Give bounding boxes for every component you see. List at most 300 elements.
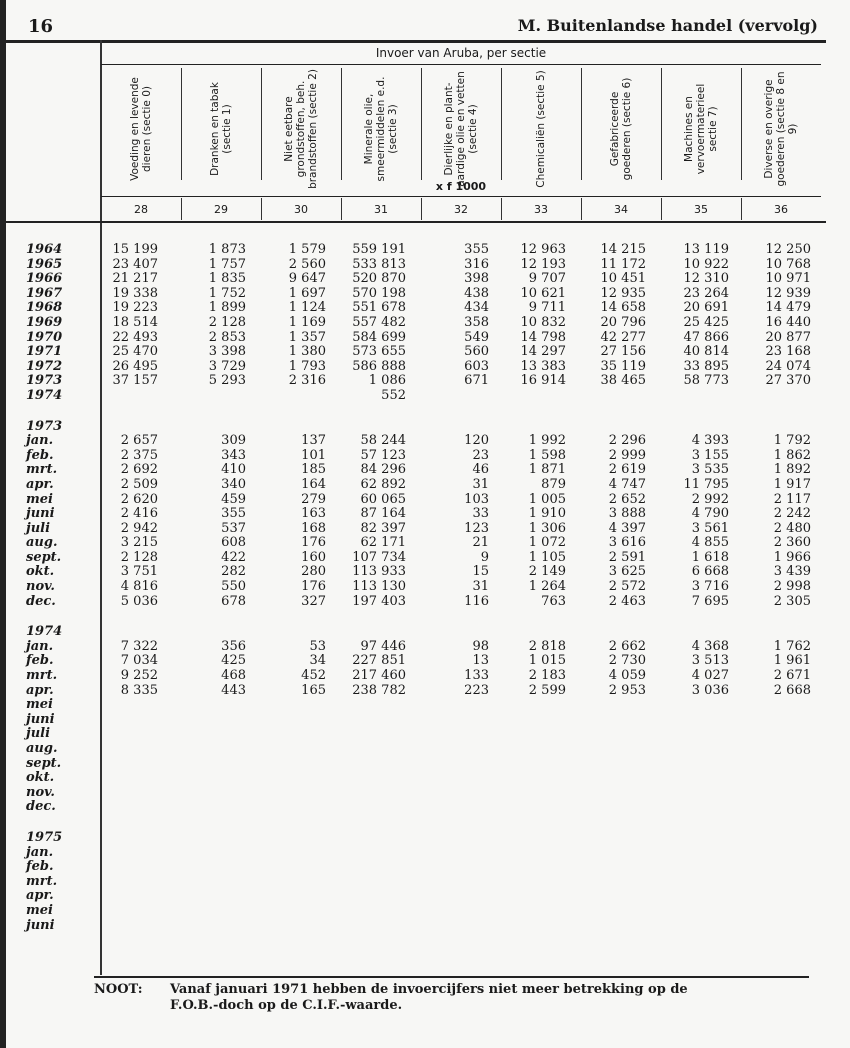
- table-cell: 1 762: [773, 638, 811, 654]
- table-cell: [501, 800, 581, 815]
- table-cell: 9 647: [288, 271, 326, 287]
- table-cell: 12 310: [683, 271, 729, 287]
- table-cell: 1 835: [208, 271, 246, 287]
- table-cell: [341, 889, 421, 904]
- table-cell: [661, 727, 741, 742]
- table-cell: 31: [472, 476, 489, 492]
- table-cell: 570 198: [352, 285, 406, 301]
- table-row: [6, 698, 850, 713]
- column-header-label: Diverse en overige goederen (sectie 8 en 9): [763, 71, 799, 187]
- row-label: aug.: [26, 741, 58, 756]
- table-cell: 12 935: [600, 285, 646, 301]
- table-cell: 1 306: [528, 520, 566, 536]
- table-cell: [181, 800, 261, 815]
- column-header: [341, 68, 421, 190]
- table-cell: 537: [221, 520, 246, 536]
- data-table: [6, 243, 850, 933]
- table-cell: 2 652: [608, 491, 646, 507]
- table-cell: 2 117: [773, 491, 811, 507]
- table-cell: 1 992: [528, 433, 566, 449]
- table-row: [6, 742, 850, 757]
- column-number: 36: [774, 203, 788, 216]
- column-divider: [181, 68, 182, 180]
- table-cell: [661, 771, 741, 786]
- top-rule: [6, 40, 826, 43]
- table-row: [6, 565, 850, 580]
- table-cell: 2 619: [608, 462, 646, 478]
- table-cell: 1 169: [288, 314, 326, 330]
- table-cell: 1 862: [773, 447, 811, 463]
- table-cell: [741, 742, 821, 757]
- table-cell: [661, 757, 741, 772]
- table-cell: 14 297: [520, 344, 566, 360]
- table-cell: 434: [464, 300, 489, 316]
- table-row: [6, 669, 850, 684]
- table-cell: 163: [301, 506, 326, 522]
- table-row: [6, 360, 850, 375]
- table-row: [6, 919, 850, 934]
- table-cell: [661, 860, 741, 875]
- table-cell: 137: [301, 433, 326, 449]
- column-header-label: Minerale olie, smeermiddelen e.d. (sectie 3): [363, 76, 399, 182]
- column-divider: [661, 68, 662, 180]
- table-cell: 343: [221, 447, 246, 463]
- table-cell: [421, 904, 501, 919]
- table-cell: [661, 889, 741, 904]
- table-cell: [741, 727, 821, 742]
- table-cell: [581, 875, 661, 890]
- table-cell: 8 335: [120, 682, 158, 698]
- table-cell: [581, 800, 661, 815]
- row-label: 1972: [26, 358, 63, 374]
- table-cell: 2 360: [773, 535, 811, 551]
- row-label: juli: [26, 520, 51, 536]
- table-cell: [501, 889, 581, 904]
- table-cell: [501, 698, 581, 713]
- table-cell: 425: [221, 653, 246, 669]
- table-cell: [501, 846, 581, 861]
- table-cell: 2 730: [608, 653, 646, 669]
- table-cell: 4 816: [120, 579, 158, 595]
- table-cell: 4 397: [608, 520, 646, 536]
- table-cell: [421, 846, 501, 861]
- table-cell: 133: [464, 668, 489, 684]
- column-header: [501, 68, 581, 190]
- table-cell: [181, 389, 261, 404]
- table-cell: 34: [309, 653, 326, 669]
- table-cell: [421, 875, 501, 890]
- table-cell: [741, 860, 821, 875]
- table-cell: 62 892: [360, 476, 406, 492]
- table-cell: [261, 860, 341, 875]
- table-cell: 3 716: [691, 579, 729, 595]
- table-cell: [181, 727, 261, 742]
- table-cell: 1 105: [528, 549, 566, 565]
- table-cell: 468: [221, 668, 246, 684]
- table-cell: [181, 860, 261, 875]
- table-cell: [581, 727, 661, 742]
- table-cell: 3 561: [691, 520, 729, 536]
- table-cell: 603: [464, 358, 489, 374]
- table-cell: [101, 800, 181, 815]
- column-divider: [421, 68, 422, 180]
- table-cell: 223: [464, 682, 489, 698]
- table-cell: 2 999: [608, 447, 646, 463]
- table-cell: 12 250: [765, 242, 811, 257]
- table-row: [6, 757, 850, 772]
- table-cell: [501, 919, 581, 934]
- column-header: [581, 68, 661, 190]
- table-cell: [101, 919, 181, 934]
- row-label: jan.: [26, 844, 54, 860]
- table-cell: [101, 727, 181, 742]
- table-cell: [261, 904, 341, 919]
- table-cell: 1 871: [528, 462, 566, 478]
- table-cell: [341, 800, 421, 815]
- table-cell: 1 792: [773, 433, 811, 449]
- table-cell: [341, 757, 421, 772]
- table-cell: 107 734: [352, 549, 406, 565]
- table-cell: [261, 757, 341, 772]
- table-cell: 7 322: [120, 638, 158, 654]
- table-row: [6, 493, 850, 508]
- table-row: [6, 654, 850, 669]
- column-header: [261, 68, 341, 190]
- unit-label: x f 1000: [435, 180, 487, 193]
- table-cell: 5 293: [208, 373, 246, 389]
- table-cell: 13 119: [683, 242, 729, 257]
- table-cell: 2 128: [208, 314, 246, 330]
- table-cell: 18 514: [112, 314, 158, 330]
- table-cell: 9 252: [120, 668, 158, 684]
- table-cell: [661, 875, 741, 890]
- row-label: dec.: [26, 799, 56, 815]
- table-cell: 2 416: [120, 506, 158, 522]
- table-cell: [741, 757, 821, 772]
- table-cell: 12 193: [520, 256, 566, 272]
- table-cell: 3 036: [691, 682, 729, 698]
- table-cell: [741, 875, 821, 890]
- table-cell: 11 172: [600, 256, 646, 272]
- table-cell: [741, 846, 821, 861]
- table-cell: 33: [472, 506, 489, 522]
- row-label: sept.: [26, 549, 62, 565]
- table-cell: 1 873: [208, 242, 246, 257]
- table-cell: 101: [301, 447, 326, 463]
- table-cell: [181, 919, 261, 934]
- row-label: 1967: [26, 285, 63, 301]
- table-cell: 4 027: [691, 668, 729, 684]
- table-cell: [261, 713, 341, 728]
- table-cell: 533 813: [352, 256, 406, 272]
- table-cell: [341, 698, 421, 713]
- table-cell: [181, 698, 261, 713]
- table-cell: 103: [464, 491, 489, 507]
- table-cell: 280: [301, 564, 326, 580]
- table-cell: [101, 860, 181, 875]
- table-cell: 168: [301, 520, 326, 536]
- table-cell: 47 866: [683, 329, 729, 345]
- row-label: feb.: [26, 859, 54, 875]
- table-cell: 38 465: [600, 373, 646, 389]
- table-cell: [581, 771, 661, 786]
- table-cell: 58 773: [683, 373, 729, 389]
- table-row: [6, 595, 850, 610]
- table-cell: [181, 889, 261, 904]
- table-cell: 9: [480, 549, 489, 565]
- table-cell: 3 751: [120, 564, 158, 580]
- table-cell: [581, 698, 661, 713]
- table-cell: 19 338: [112, 285, 158, 301]
- table-cell: 176: [301, 535, 326, 551]
- column-divider: [581, 198, 582, 220]
- group-heading: 1973: [26, 418, 63, 434]
- column-number: 32: [454, 203, 468, 216]
- table-cell: 15 199: [112, 242, 158, 257]
- table-cell: 160: [301, 549, 326, 565]
- table-cell: 1 618: [691, 549, 729, 565]
- table-cell: 422: [221, 549, 246, 565]
- bottom-rule: [94, 976, 809, 978]
- table-cell: [741, 771, 821, 786]
- footnote: [94, 982, 688, 1014]
- table-cell: 282: [221, 564, 246, 580]
- table-cell: [421, 698, 501, 713]
- table-cell: 559 191: [352, 242, 406, 257]
- table-row: [6, 551, 850, 566]
- table-cell: 2 149: [528, 564, 566, 580]
- table-cell: 1 892: [773, 462, 811, 478]
- table-cell: 10 621: [520, 285, 566, 301]
- table-row: [6, 272, 850, 287]
- table-cell: 12 963: [520, 242, 566, 257]
- table-cell: 10 922: [683, 256, 729, 272]
- table-cell: 1 793: [288, 358, 326, 374]
- table-cell: 21: [472, 535, 489, 551]
- table-cell: [501, 904, 581, 919]
- table-cell: 37 157: [112, 373, 158, 389]
- table-cell: 678: [221, 593, 246, 609]
- footnote-line-1: Vanaf januari 1971 hebben de invoercijfers niet meer betrekking op de: [170, 982, 688, 997]
- table-cell: 23 407: [112, 256, 158, 272]
- table-cell: [741, 800, 821, 815]
- spacer: [6, 404, 850, 420]
- column-header: [101, 68, 181, 190]
- table-cell: 16 440: [765, 314, 811, 330]
- table-cell: 358: [464, 314, 489, 330]
- table-cell: [261, 698, 341, 713]
- table-cell: 97 446: [360, 638, 406, 654]
- table-cell: 3 513: [691, 653, 729, 669]
- table-cell: 238 782: [352, 682, 406, 698]
- table-cell: 24 074: [765, 358, 811, 374]
- footnote-label: NOOT:: [94, 982, 143, 997]
- table-cell: 87 164: [360, 506, 406, 522]
- column-header: [181, 68, 261, 190]
- column-header: [421, 68, 501, 190]
- column-divider: [661, 198, 662, 220]
- table-cell: 2 463: [608, 593, 646, 609]
- table-row: [6, 536, 850, 551]
- table-cell: [421, 727, 501, 742]
- table-cell: 1 598: [528, 447, 566, 463]
- row-label: 1974: [26, 387, 63, 403]
- table-cell: [421, 860, 501, 875]
- row-label: 1966: [26, 271, 63, 287]
- row-label: mei: [26, 697, 53, 713]
- table-cell: [341, 904, 421, 919]
- table-cell: 14 658: [600, 300, 646, 316]
- table-cell: 16 914: [520, 373, 566, 389]
- row-label: 1973: [26, 373, 63, 389]
- group-heading: 1974: [26, 624, 63, 640]
- table-cell: 2 853: [208, 329, 246, 345]
- table-cell: 309: [221, 433, 246, 449]
- table-cell: 197 403: [352, 593, 406, 609]
- table-cell: [341, 389, 421, 404]
- table-cell: [581, 757, 661, 772]
- table-cell: 217 460: [352, 668, 406, 684]
- row-label: jan.: [26, 433, 54, 449]
- table-cell: 53: [309, 638, 326, 654]
- row-label: juli: [26, 726, 51, 742]
- table-cell: 340: [221, 476, 246, 492]
- table-row: [6, 301, 850, 316]
- table-cell: 671: [464, 373, 489, 389]
- table-row: [6, 684, 850, 699]
- table-cell: [501, 771, 581, 786]
- row-label: juni: [26, 711, 55, 727]
- table-cell: 3 535: [691, 462, 729, 478]
- table-row: [6, 243, 850, 258]
- table-cell: [421, 919, 501, 934]
- table-cell: 3 155: [691, 447, 729, 463]
- table-cell: 1 752: [208, 285, 246, 301]
- table-cell: 13 383: [520, 358, 566, 374]
- table-cell: [421, 800, 501, 815]
- table-cell: 316: [464, 256, 489, 272]
- table-cell: 1 917: [773, 476, 811, 492]
- table-row: [6, 478, 850, 493]
- table-cell: [741, 904, 821, 919]
- column-divider: [421, 198, 422, 220]
- table-cell: 10 832: [520, 314, 566, 330]
- row-label: apr.: [26, 888, 54, 904]
- table-cell: [181, 875, 261, 890]
- table-cell: 35 119: [600, 358, 646, 374]
- table-cell: 2 480: [773, 520, 811, 536]
- table-cell: 7 695: [691, 593, 729, 609]
- table-cell: 2 316: [288, 373, 326, 389]
- table-cell: 355: [464, 242, 489, 257]
- table-cell: 14 215: [600, 242, 646, 257]
- table-cell: [661, 786, 741, 801]
- table-cell: 33 895: [683, 358, 729, 374]
- table-cell: 57 123: [360, 447, 406, 463]
- table-cell: 2 509: [120, 476, 158, 492]
- group-heading: 1975: [26, 829, 63, 845]
- table-cell: [341, 727, 421, 742]
- table-cell: [581, 846, 661, 861]
- table-cell: [741, 698, 821, 713]
- row-label: jan.: [26, 638, 54, 654]
- table-cell: 10 971: [765, 271, 811, 287]
- table-cell: [341, 786, 421, 801]
- row-label: apr.: [26, 682, 54, 698]
- table-cell: 1 015: [528, 653, 566, 669]
- table-cell: [261, 389, 341, 404]
- table-cell: [261, 919, 341, 934]
- table-cell: 11 795: [683, 476, 729, 492]
- table-cell: 1 899: [208, 300, 246, 316]
- table-cell: [501, 875, 581, 890]
- table-cell: [581, 389, 661, 404]
- column-divider: [341, 198, 342, 220]
- table-cell: [181, 904, 261, 919]
- table-cell: [101, 757, 181, 772]
- table-cell: 14 479: [765, 300, 811, 316]
- section-rule: [101, 64, 821, 65]
- table-cell: [101, 713, 181, 728]
- column-divider: [741, 198, 742, 220]
- table-cell: 398: [464, 271, 489, 287]
- row-label: nov.: [26, 784, 55, 800]
- table-cell: [581, 919, 661, 934]
- table-cell: 551 678: [352, 300, 406, 316]
- page-title: M. Buitenlandse handel (vervolg): [517, 16, 818, 35]
- table-cell: 9 711: [528, 300, 566, 316]
- table-cell: 560: [464, 344, 489, 360]
- table-cell: [661, 919, 741, 934]
- table-cell: [661, 389, 741, 404]
- table-cell: 2 296: [608, 433, 646, 449]
- table-cell: [261, 889, 341, 904]
- column-number: 28: [134, 203, 148, 216]
- table-cell: 2 992: [691, 491, 729, 507]
- table-cell: 1 757: [208, 256, 246, 272]
- table-cell: 26 495: [112, 358, 158, 374]
- table-cell: [501, 757, 581, 772]
- column-header: [661, 68, 741, 190]
- table-cell: 3 888: [608, 506, 646, 522]
- column-header-label: Chemicaliën (sectie 5): [535, 70, 547, 188]
- table-cell: 2 942: [120, 520, 158, 536]
- table-cell: 1 264: [528, 579, 566, 595]
- column-header: [741, 68, 821, 190]
- table-cell: [261, 771, 341, 786]
- table-cell: 3 729: [208, 358, 246, 374]
- table-cell: 4 747: [608, 476, 646, 492]
- table-cell: 1 357: [288, 329, 326, 345]
- table-cell: [101, 786, 181, 801]
- table-cell: 2 599: [528, 682, 566, 698]
- table-cell: 19 223: [112, 300, 158, 316]
- table-cell: 27 156: [600, 344, 646, 360]
- table-cell: 443: [221, 682, 246, 698]
- table-cell: 98: [472, 638, 489, 654]
- row-label: apr.: [26, 476, 54, 492]
- table-row: [6, 449, 850, 464]
- column-divider: [261, 198, 262, 220]
- table-row: [6, 800, 850, 815]
- table-cell: [661, 846, 741, 861]
- row-label: mrt.: [26, 668, 58, 684]
- table-cell: 5 036: [120, 593, 158, 609]
- table-cell: [101, 904, 181, 919]
- table-cell: [421, 713, 501, 728]
- table-cell: 608: [221, 535, 246, 551]
- table-cell: 20 877: [765, 329, 811, 345]
